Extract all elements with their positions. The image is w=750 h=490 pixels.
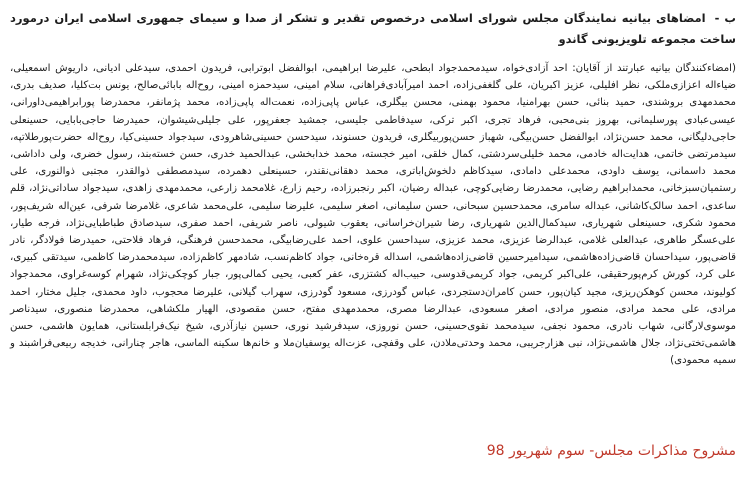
source-caption: مشروح مذاکرات مجلس- سوم شهریور 98 — [486, 443, 736, 459]
signers-list: (امضاءکنندگان بیانیه عبارتند از آقایان: احد آزادی‌خواه، سیدمحمدجواد ابطحی، علیرضا ابراهیمی، ابوالفضل ابوترابی، فریدون احمدی، سیدعلی ادیانی، داریوش اسمعیلی، ضیاءاله اعزازی‌ملکی، نظر افلیلی، عزیز اکبریان، علی گلغفی‌زاده، احمد امیرآبادی‌فراهانی، سلام امینی، سیدحمزه امینی، روح‌اله بابائی‌صالح، یونس بت‌کلیا، صدیف بدری، محمدمهدی بروشندی، حمید بنائی، حسن بهرامنیا، محمود بهمنی، محسن بیگلری، عباس پاپی‌زاده، نعمت‌اله پاپی‌زاده، محمد پژمانفر، محمدرضا پورابراهیمی‌داورانی، عیسی‌عبادی پورسلیمانی، بهروز بنی‌محبی، فرهاد تجری، اکبر ترکی، سیدفاطمی جلیسی، جمشید جعفرپور، علی جلیلی‌شیشوان، حمیدرضا حاجی‌بابایی، حسینعلی حاجی‌دلیگانی، محمد حسن‌نژاد، ابوالفضل حسن‌بیگی، شهباز حسن‌پوربیگلری، فریدون حسنوند، سیدحسن حسینی‌شاهرودی، سیدجواد حسینی‌کیا، روح‌اله حضرت‌پورطلاتپه، سیدمرتضی خاتمی، هدایت‌اله خادمی، محمد خلیلی‌سردشتی، کمال خلقی، امیر خجسته، محمد خدابخشی، عبدالحمید خدری، حسن خسته‌بند، رسول خضری، ولی داداشی، محمد داسمانی، یوسف داودی، محمدعلی دامادی، سیدکاظم دلخوش‌اباتری، محمد دهقانی‌نقندر، حسینعلی دهمرده، سیدمصطفی ذوالقدر، مجتبی ذوالنوری، علی رستمیان‌سبزخانی، محمدابراهیم رضایی، محمدرضا رضایی‌کوچی، عبداله رضیان، اکبر رنجبرزاده، رحیم زارع، غلامحمد زارعی، محمدمهدی زاهدی، سیدجواد ساداتی‌نژاد، قلم ساعدی، احمد سالک‌کاشانی، عبداله سامری، محمدحسین سبحانی، حسن سلیمانی، اصغر سلیمی، علیرضا سلیمی، علی‌محمد شاعری، غلامرضا شرفی، عین‌اله شریف‌پور، محمود شکری، حسینعلی شهریاری، سیدکمال‌الدین شهریاری، رضا شیران‌خراسانی، یعقوب شیولی، ناصر شریفی، احمد صفری، سیدصادق طباطبایی‌نژاد، فرجه طیار، علی‌عسگر طاهری، عبدالعلی غلامی، عبدالرضا عزیزی، محمد عزیزی، سیداحسن علوی، احمد علی‌رضابیگی، محمدحسن فرهنگی، فرهاد فلاحتی، حمیدرضا فولادگر، نادر قاضی‌پور، سیداحسان قاضی‌زاده‌هاشمی، سیدامیرحسین قاضی‌زاده‌هاشمی، اسداله قره‌خانی، جواد کاظم‌نسب، شادمهر کاظم‌زاده، سیدمحمدرضا کاظمی، سیدتقی کبیری، علی کرد، کورش کرم‌پورحقیقی، علی‌اکبر کریمی، جواد کریمی‌قدوسی، حبیب‌اله کشتزری، عفر کعبی، یحیی کمالی‌پور، جبار کوچکی‌نژاد، شهرام کوسه‌غراوی، محمدجواد کولیوند، محسن کوهکن‌ریزی، مجید کیان‌پور، حسن کامران‌دستجردی، عباس گودرزی، مسعود گودرزی، سهراب گیلانی، علیرضا محجوب، داود محمدی، جلیل مختار، احمد مرادی، علی محمد مرادی، منصور مرادی، اصغر مسعودی، عبدالرضا مصری، محمدمهدی مفتح، حسن مقصودی، الهیار ملکشاهی، محمدرضا منصوری، سیدناصر موسوی‌لارگانی، شهاب نادری، محمود نجفی، سیدمحمد نقوی‌حسینی، حسن نوروزی، سیدفرشید نوری، حسین نیازآذری، شیخ نیک‌فرابلستانی، همایون هاشمی، حسن هاشمی‌تختی‌نژاد، جلال هاشمی‌نژاد، نبی هزارجریبی، محمد وحدتی‌ملادن، علی وقفچی، عزت‌اله یوسفیان‌ملا و خانم‌ها سکینه الماسی، هاجر چنارانی، خدیجه ربیعی‌فراشبند و سمیه محمودی) — [10, 63, 736, 367]
statement-heading — [10, 8, 736, 50]
statement-title: امضاهای بیانیه نمایندگان مجلس شورای اسلامی درخصوص تقدیر و تشکر از صدا و سیمای جمهوری اسلامی ایران درمورد ساخت مجموعه تلویزیونی گاندو — [10, 11, 736, 46]
section-marker: ب - — [714, 11, 736, 25]
